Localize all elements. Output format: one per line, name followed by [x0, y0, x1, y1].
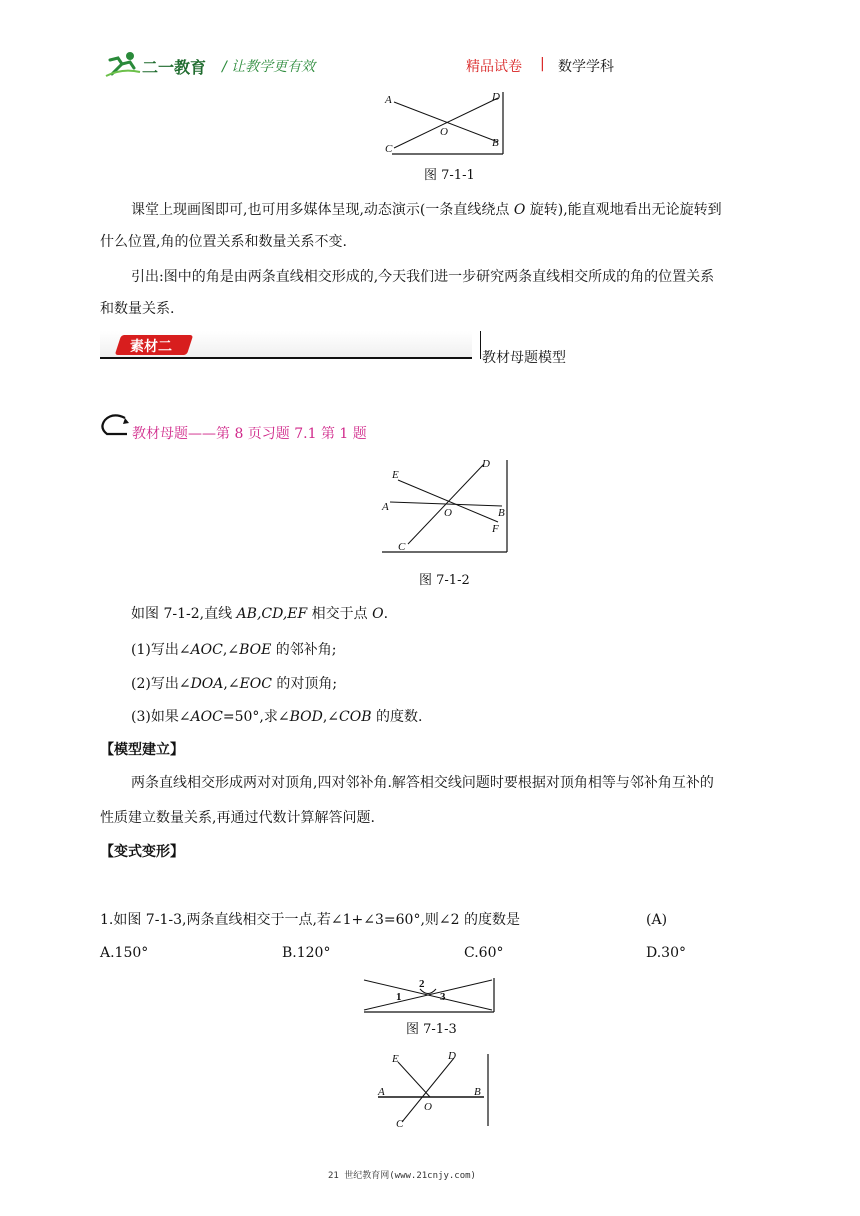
variant-q1-option-a: A.150°	[100, 945, 149, 961]
figure-7-1-3	[362, 972, 498, 1016]
fig2-label-f: F	[492, 523, 499, 535]
section2-title: 教材母题模型	[482, 350, 566, 366]
model-line1: 两条直线相交形成两对对顶角,四对邻补角.解答相交线问题时要根据对顶角相等与邻补角互补的	[131, 775, 714, 791]
problem-q3: (3)如果∠AOC=50°,求∠BOD,∠COB 的度数.	[131, 709, 423, 725]
fig1-label-c: C	[385, 143, 393, 155]
variant-q1-stem: 1.如图 7-1-3,两条直线相交于一点,若∠1+∠3=60°,则∠2 的度数是	[100, 912, 520, 928]
fig2-line-cd	[408, 464, 484, 544]
variant-q1-option-b: B.120°	[282, 945, 331, 961]
fig2-label-b: B	[498, 507, 505, 519]
para2-line2: 和数量关系.	[100, 301, 175, 317]
fig4-label-e: E	[392, 1053, 399, 1065]
figure-7-1-2	[380, 456, 512, 556]
fig2-label-o: O	[444, 507, 452, 519]
fig2-caption: 图 7-1-2	[419, 573, 470, 588]
fig1-label-o: O	[440, 126, 448, 138]
logo-text: 二一教育	[142, 58, 207, 77]
figure-4	[372, 1050, 496, 1130]
fig1-caption: 图 7-1-1	[424, 168, 475, 183]
logo-runner-icon	[104, 50, 142, 78]
fig2-label-e: E	[392, 469, 399, 481]
header	[100, 50, 760, 82]
figure-7-1-1	[380, 88, 510, 160]
fig4-label-o: O	[424, 1101, 432, 1113]
fig1-label-d: D	[492, 91, 500, 103]
para1-line2: 什么位置,角的位置关系和数量关系不变.	[100, 234, 347, 250]
page-footer: 21 世纪教育网(www.21cnjy.com)	[328, 1171, 476, 1181]
variant-q1-answer: (A)	[646, 912, 668, 928]
problem-intro: 如图 7-1-2,直线 AB,CD,EF 相交于点 O.	[131, 606, 389, 622]
variant-q1-option-d: D.30°	[646, 945, 686, 961]
variant-q1-option-c: C.60°	[464, 945, 504, 961]
fig3-label-2: 2	[419, 978, 425, 990]
section2-banner	[100, 331, 482, 363]
header-slogan: / 让教学更有效	[222, 59, 316, 75]
fig2-label-d: D	[482, 458, 490, 470]
fig1-line-cd	[394, 98, 498, 148]
model-heading: 【模型建立】	[100, 742, 184, 758]
model-line2: 性质建立数量关系,再通过代数计算解答问题.	[100, 810, 375, 826]
fig3-label-3: 3	[440, 991, 446, 1003]
problem-source: 教材母题——第 8 页习题 7.1 第 1 题	[132, 426, 367, 442]
fig2-label-c: C	[398, 541, 406, 553]
para1-line1: 课堂上现画图即可,也可用多媒体呈现,动态演示(一条直线绕点 O 旋转),能直观地看出无论旋转到	[131, 202, 722, 218]
fig2-label-a: A	[382, 501, 389, 513]
problem-q2: (2)写出∠DOA,∠EOC 的对顶角;	[131, 676, 338, 692]
fig1-label-b: B	[492, 137, 499, 149]
section2-banner-end	[480, 331, 481, 359]
header-tag-subject: 数学学科	[558, 59, 614, 75]
fig3-label-1: 1	[396, 991, 402, 1003]
fig4-label-b: B	[474, 1086, 481, 1098]
header-separator: |	[540, 56, 545, 72]
section2-badge-label: 素材二	[130, 339, 172, 355]
fig4-label-a: A	[378, 1086, 385, 1098]
fig4-ray-oe	[398, 1062, 430, 1097]
problem-q1: (1)写出∠AOC,∠BOE 的邻补角;	[131, 642, 337, 658]
variant-heading: 【变式变形】	[100, 844, 184, 860]
fig4-label-c: C	[396, 1118, 404, 1130]
fig1-label-a: A	[385, 94, 392, 106]
refresh-arrow-icon	[99, 414, 131, 438]
para2-line1: 引出:图中的角是由两条直线相交形成的,今天我们进一步研究两条直线相交所成的角的位置关系	[131, 269, 715, 285]
fig4-label-d: D	[448, 1050, 456, 1062]
fig3-caption: 图 7-1-3	[406, 1022, 457, 1037]
header-tag-premium: 精品试卷	[466, 59, 522, 75]
